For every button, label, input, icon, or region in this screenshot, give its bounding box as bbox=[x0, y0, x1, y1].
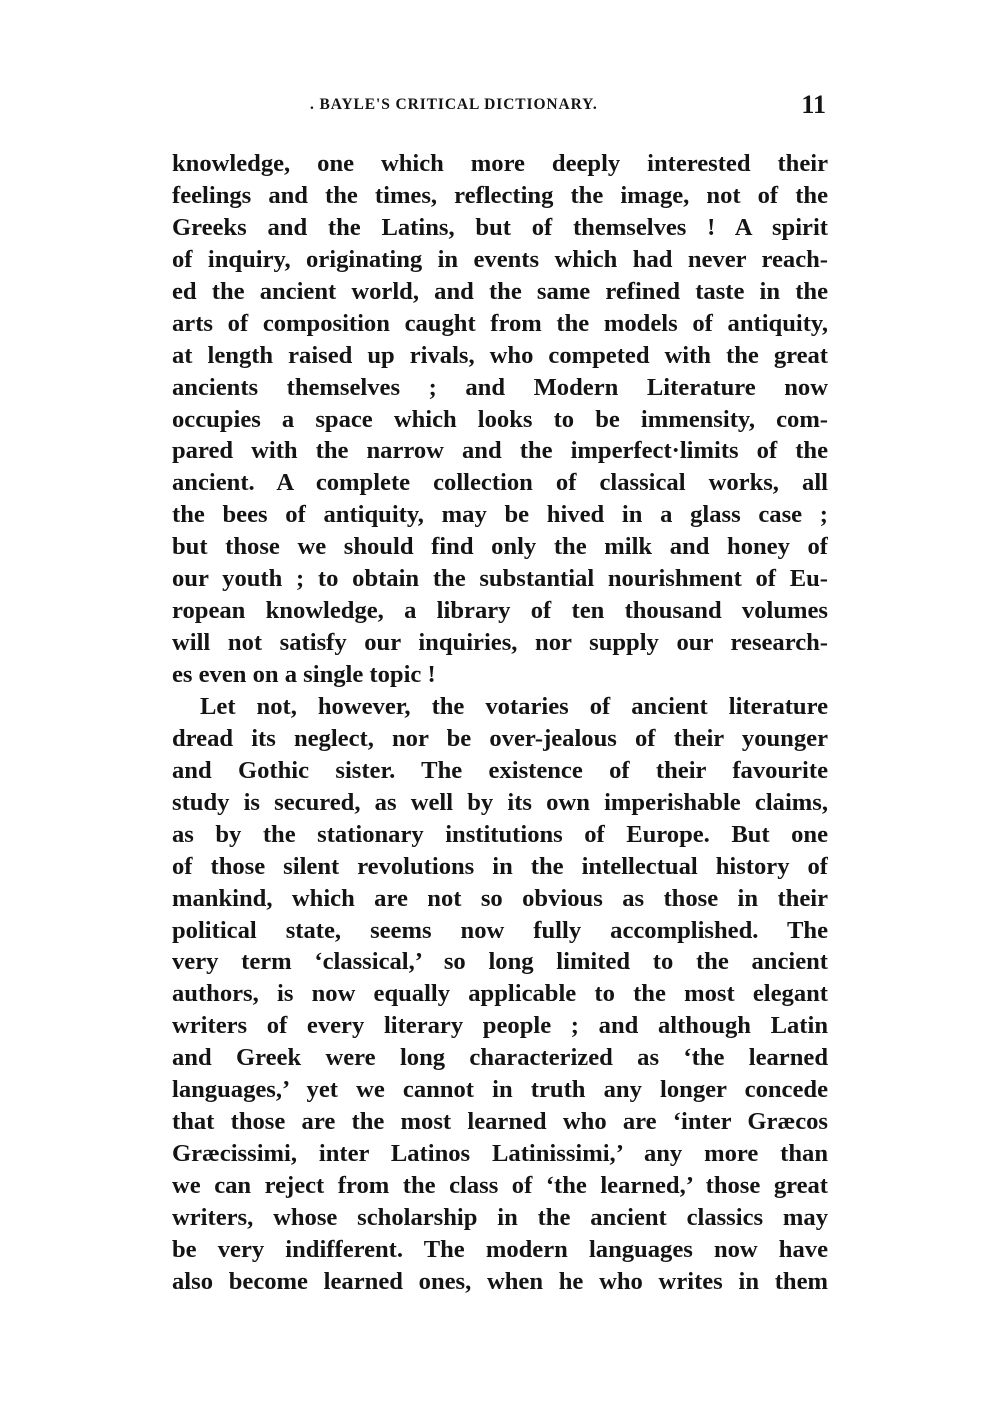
text-line: will not satisfy our inquiries, nor supply our research- bbox=[172, 629, 828, 657]
text-line: of those silent revolutions in the intellectual history of bbox=[172, 852, 828, 880]
text-line: very term ‘classical,’ so long limited to the ancient bbox=[172, 948, 828, 976]
text-line: ancients themselves ; and Modern Literature now bbox=[172, 373, 828, 401]
page-number: 11 bbox=[801, 90, 826, 119]
text-line: Græcissimi, inter Latinos Latinissimi,’ any more than bbox=[172, 1140, 828, 1168]
text-line: knowledge, one which more deeply interested their bbox=[172, 150, 828, 177]
text-line: ropean knowledge, a library of ten thousand volumes bbox=[172, 597, 828, 625]
text-line: our youth ; to obtain the substantial nourishment of Eu- bbox=[172, 565, 828, 593]
text-line: of inquiry, originating in events which had never reach- bbox=[172, 245, 828, 273]
paragraph-1 bbox=[172, 148, 828, 691]
text-line: Let not, however, the votaries of ancient literature bbox=[200, 692, 828, 720]
text-line: pared with the narrow and the imperfect·limits of the bbox=[172, 437, 828, 465]
text-line: authors, is now equally applicable to the most elegant bbox=[172, 980, 828, 1008]
text-line: study is secured, as well by its own imperishable claims, bbox=[172, 788, 828, 816]
text-line: writers of every literary people ; and although Latin bbox=[172, 1012, 828, 1040]
text-line: es even on a single topic ! bbox=[172, 661, 436, 688]
running-head bbox=[172, 90, 828, 126]
paragraph-2 bbox=[172, 691, 828, 1298]
text-line: languages,’ yet we cannot in truth any longer concede bbox=[172, 1076, 828, 1104]
body-text bbox=[172, 148, 828, 1298]
text-line: and Greek were long characterized as ‘the learned bbox=[172, 1044, 828, 1072]
text-line: as by the stationary institutions of Europe. But one bbox=[172, 820, 828, 848]
text-line: ancient. A complete collection of classical works, all bbox=[172, 469, 828, 497]
text-line: that those are the most learned who are ‘inter Græcos bbox=[172, 1108, 828, 1136]
text-line: feelings and the times, reflecting the image, not of the bbox=[172, 181, 828, 209]
text-line: occupies a space which looks to be immensity, com- bbox=[172, 405, 828, 433]
text-line: the bees of antiquity, may be hived in a glass case ; bbox=[172, 501, 828, 529]
text-line: ed the ancient world, and the same refined taste in the bbox=[172, 277, 828, 305]
text-line: writers, whose scholarship in the ancient classics may bbox=[172, 1203, 828, 1231]
text-line: mankind, which are not so obvious as those in their bbox=[172, 884, 828, 912]
text-line: be very indifferent. The modern languages now have bbox=[172, 1235, 828, 1263]
text-line: but those we should find only the milk and honey of bbox=[172, 533, 828, 561]
running-title: . BAYLE'S CRITICAL DICTIONARY. bbox=[310, 96, 598, 113]
text-line: Greeks and the Latins, but of themselves ! A spirit bbox=[172, 213, 828, 241]
text-line: arts of composition caught from the models of antiquity, bbox=[172, 309, 828, 337]
text-line: at length raised up rivals, who competed with the great bbox=[172, 341, 828, 369]
text-line: political state, seems now fully accomplished. The bbox=[172, 916, 828, 944]
text-line: and Gothic sister. The existence of their favourite bbox=[172, 756, 828, 784]
text-line: dread its neglect, nor be over-jealous of their younger bbox=[172, 724, 828, 752]
text-line: also become learned ones, when he who writes in them bbox=[172, 1267, 828, 1295]
text-line: we can reject from the class of ‘the learned,’ those great bbox=[172, 1172, 828, 1199]
